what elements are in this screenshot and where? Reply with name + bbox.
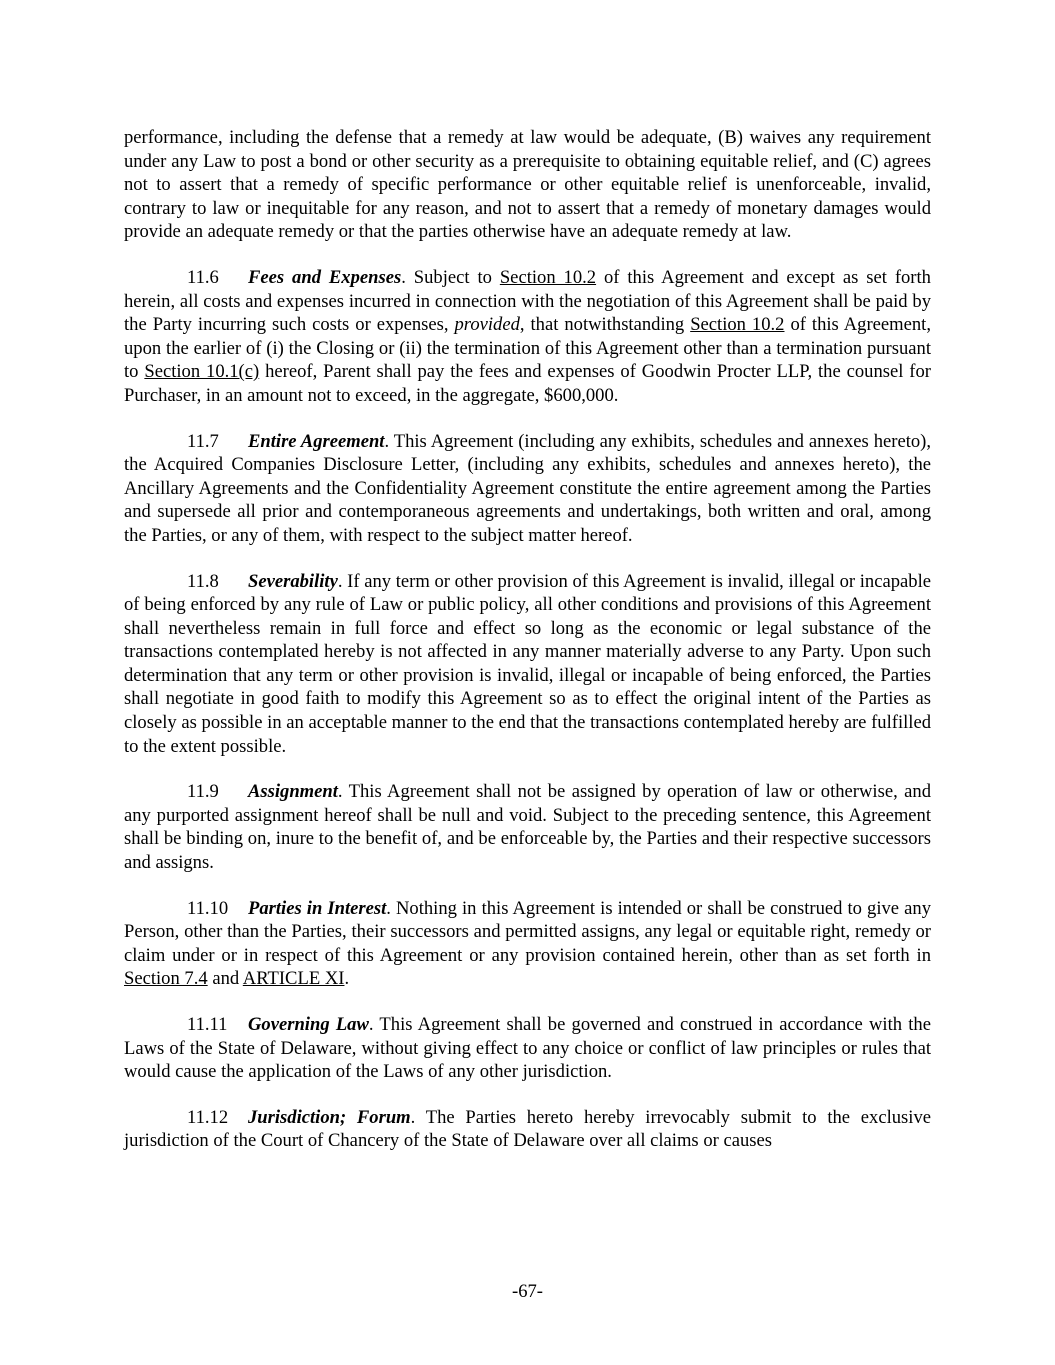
section-11-8 [124,570,931,759]
body-text: . Subject to [401,266,500,288]
body-text: hereof, Parent shall pay the fees and expenses of Goodwin Procter LLP, the counsel for Purchaser, in an amount not to exceed, in the aggregate, $600,000. [124,361,931,406]
section-11-7 [124,430,931,548]
section-heading: Assignment [248,781,338,803]
section-11-10 [124,897,931,991]
body-text: and [207,968,243,990]
body-text: . This Agreement shall not be assigned by operation of law or otherwise, and any purported assignment hereof shall be null and void. Subject to the preceding sentence, this Agreement shall be binding on, inure to the benefit of, and be enforceable by, the Parties and their respective successors and assigns. [124,781,931,874]
cross-reference-link[interactable]: Section 10.2 [499,266,597,288]
section-number: 11.11 [187,1014,228,1035]
section-heading: Parties in Interest [248,897,387,919]
section-11-6 [124,266,931,408]
section-11-11 [124,1013,931,1084]
section-11-12 [124,1106,931,1153]
body-text: . If any term or other provision of this Agreement is invalid, illegal or incapable of being enforced by any rule of Law or public policy, all other conditions and provisions of this Agreement shall nevertheless remain in full force and effect so long as the economic or legal substance of the transactions contemplated hereby is not affected in any manner materially adverse to any Party. Upon such determination that any term or other provision is invalid, illegal or incapable of being enforced, the Parties shall negotiate in good faith to modify this Agreement so as to effect the original intent of the Parties as closely as possible in an acceptable manner to the end that the transactions contemplated hereby are fulfilled to the extent possible. [124,570,931,757]
section-number: 11.6 [187,266,219,288]
section-heading: Severability [248,570,338,592]
body-text: . This Agreement shall be governed and construed in accordance with the Laws of the State of Delaware, without giving effect to any choice or conflict of law principles or rules that would cause the application of the Laws of any other jurisdiction. [124,1014,931,1083]
cross-reference-link[interactable]: ARTICLE XI [242,968,345,990]
cross-reference-link[interactable]: Section 10.2 [690,314,785,336]
section-heading: Fees and Expenses [248,266,402,288]
body-text: . Nothing in this Agreement is intended or shall be construed to give any Person, other than the Parties, their successors and permitted assigns, any legal or equitable right, remedy or claim under or in respect of this Agreement or any provision contained herein, other than as set forth in [124,897,931,966]
section-11-9 [124,780,931,874]
section-number: 11.9 [187,781,219,803]
document-body [124,126,931,1175]
body-text: , that notwithstanding [519,314,691,336]
section-number: 11.7 [187,430,219,452]
body-text: of this Agreement and except as set forth herein, all costs and expenses incurred in connection with the negotiation of this Agreement shall be paid by the Party incurring such costs or expenses, [124,266,931,336]
emphasis-text: provided [454,314,520,336]
body-text: performance, including the defense that a remedy at law would be adequate, (B) waives any requirement under any Law to post a bond or other security as a prerequisite to obtaining equitable relief, and (C) agrees not to assert that a remedy of specific performance or other equitable relief is unenforceable, invalid, contrary to law or inequitable for any reason, and not to assert that a remedy of monetary damages would provide an adequate remedy or that the parties otherwise have an adequate remedy at law. [124,127,931,243]
body-text: . [344,968,350,990]
body-text: . This Agreement (including any exhibits, schedules and annexes hereto), the Acquired Companies Disclosure Letter, (including any exhibits, schedules and annexes hereto), the Ancillary Agreements and the Confidentiality Agreement constitute the entire agreement among the Parties and supersede all prior and contemporaneous agreements and undertakings, both written and oral, among the Parties, or any of them, with respect to the subject matter hereof. [124,430,931,546]
paragraph-continuation [124,126,931,244]
section-heading: Entire Agreement [248,430,385,452]
section-heading: Governing Law [248,1014,369,1035]
section-number: 11.8 [187,570,219,592]
cross-reference-link[interactable]: Section 7.4 [124,968,208,990]
body-text: . The Parties hereto hereby irrevocably submit to the exclusive jurisdiction of the Court of Chancery of the State of Delaware over all claims or causes [124,1106,932,1152]
section-number: 11.10 [187,897,229,919]
page-number: -67- [512,1281,543,1302]
section-number: 11.12 [187,1106,229,1128]
section-heading: Jurisdiction; Forum [248,1106,411,1128]
cross-reference-link[interactable]: Section 10.1(c) [144,361,260,383]
body-text: of this Agreement, upon the earlier of (i) the Closing or (ii) the termination of this Agreement other than a termination pursuant to [124,314,931,383]
